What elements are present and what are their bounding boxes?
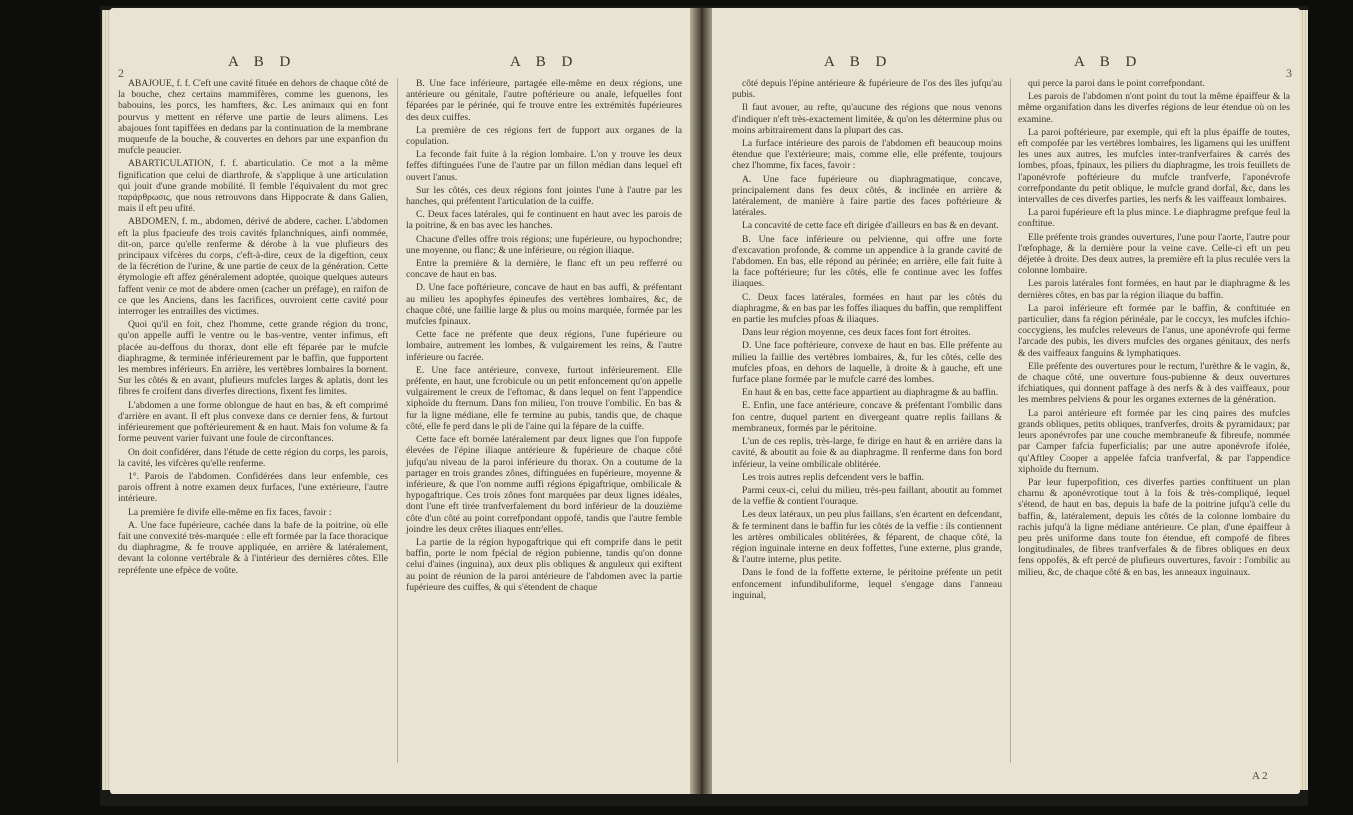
column-rule xyxy=(397,78,398,763)
paragraph: La feconde fait fuite à la région lombaire. L'on y trouve les deux feffes diftinguées l'une de l'autre par un fillon médian dans lequel eft ouvert l'anus. xyxy=(406,149,682,183)
column-left-1 xyxy=(118,78,388,578)
paragraph: Chacune d'elles offre trois régions; une fupérieure, ou hypochondre; une moyenne, ou flanc; & une inférieure, ou région iliaque. xyxy=(406,233,682,256)
paragraph: Dans leur région moyenne, ces deux faces font fort étroites. xyxy=(742,327,971,339)
paragraph: La paroi poftérieure, par exemple, qui eft la plus épaiffe de toutes, eft compofée par les vertèbres lombaires, les ligamens qui les uniffent les unes aux autres, les mufcles inter-tranfverfaires & carrés des lombes, pfoas, fpinaux, les piliers du diaphragme, les trois feuillets de l'aponévrofe poftérieure du mufcle tranfverfe, l'aponévrofe correfpondante du petit oblique, le mufcle grand dorfal, &c, dans les intervalles de ces diverfes parties, les nerfs & les vaiffeaux lombaires. xyxy=(1018,126,1290,206)
paragraph: La furface intérieure des parois de l'abdomen eft beaucoup moins étendue que l'extérieure; mais, comme elle, elle préfente, toujours chez l'homme, fix faces, favoir : xyxy=(732,138,1002,172)
paragraph: Quoi qu'il en foit, chez l'homme, cette grande région du tronc, qu'on appelle auffi le ventre ou le bas-ventre, venter infimus, eft placée au-deffous du thorax, dont elle eft féparée par le mufcle diaphragme, & terminée inférieurement par le baffin, que fupportent les membres inférieurs. En arrière, les vertèbres lombaires la bornent. Sur les côtés & en avant, plufieurs mufcles larges & aplatis, dont les fibres fe croifent dans diverfes directions, fixent fes limites. xyxy=(118,319,388,398)
paragraph: A. Une face fupérieure ou diaphragmatique, concave, principalement dans fes deux côtés, & inclinée en arrière & latéralement, de manière à faire partie des faces poftérieure & latérales. xyxy=(732,173,1002,219)
paragraph: Les parois de l'abdomen n'ont point du tout la même épaiffeur & la même organifation dans les diverfes régions de leur étendue où on les examine. xyxy=(1018,91,1290,125)
paragraph: C. Deux faces latérales, qui fe continuent en haut avec les parois de la poitrine, & en bas avec les hanches. xyxy=(406,209,682,232)
paragraph: L'un de ces replis, très-large, fe dirige en haut & en arrière dans la cavité, & aboutit au foie & au diaphragme. Il renferme dans fon bord inférieur, la veine ombilicale oblitérée. xyxy=(732,436,1002,470)
paragraph: Sur les côtés, ces deux régions font jointes l'une à l'autre par les hanches, qui préfentent l'articulation de la cuiffe. xyxy=(406,184,682,208)
column-rule xyxy=(1010,78,1011,763)
paragraph: Elle préfente des ouvertures pour le rectum, l'urèthre & le vagin, &, de chaque côté, une ouverture fous-pubienne & deux ouvertures ifchiatiques, qui donnent paffage à des nerfs & à des vaiffeaux, pour les membres pelviens & pour les organes externes de la génération. xyxy=(1018,360,1290,406)
signature-mark: A 2 xyxy=(1252,770,1268,782)
paragraph: C. Deux faces latérales, formées en haut par les côtés du diaphragme, & en bas par les foffes iliaques du baffin, que rempliffent en partie les mufcles pfoas & iliaques. xyxy=(732,291,1002,326)
column-right-1 xyxy=(732,78,1002,603)
paragraph: La première fe divife elle-même en fix faces, favoir : xyxy=(128,506,332,518)
running-head-right: A B D xyxy=(510,54,579,70)
paragraph: La partie de la région hypogaftrique qui eft comprife dans le petit baffin, porte le nom fpécial de région pubienne, tandis qu'on donne celui d'aines (inguina), aux deux plis obliques & anguleux qui exiftent au point de réunion de la paroi antérieure de l'abdomen avec la partie fupérieure des cuiffes, & qui s'étendent de chaque xyxy=(406,536,682,593)
paragraph: Il faut avouer, au refte, qu'aucune des régions que nous venons d'indiquer n'eft très-exactement limitée, & qu'on les détermine plus ou moins arbitrairement dans la plupart des cas. xyxy=(732,102,1002,136)
running-head-left: A B D xyxy=(228,54,297,70)
left-page xyxy=(110,8,692,794)
paragraph: La paroi antérieure eft formée par les cinq paires des mufcles grands obliques, petits obliques, tranfverfes, droits & pyramidaux; par leurs aponévrofes par une couche membraneufe & fibreufe, nommée par Camper fafcia fuperficialis; par une autre aponévrofe ifolée, qu'Aftley Cooper a appelée fafcia tranfverfal, & par l'appendice xiphoïde du fternum. xyxy=(1018,407,1290,475)
running-head-right: A B D xyxy=(1074,54,1143,70)
paragraph: D. Une face poftérieure, convexe de haut en bas. Elle préfente au milieu la faillie des vertèbres lombaires, &, fur les côtés, celle des mufcles pfoas, en dehors de laquelle, à droite & à gauche, eft une furface plane formée par le mufcle carré des lombes. xyxy=(732,340,1002,386)
paragraph: ABDOMEN, f. m., abdomen, dérivé de abdere, cacher. L'abdomen eft la plus fpacieufe des trois cavités fplanchniques, ainfi nommée, dit-on, parce qu'elle renferme & dérobe à la vue plufieurs des principaux vifcères du corps, c'eft-à-dire, ceux de la digeftion, ceux de la fécrétion de l'urine, & une partie de ceux de la génération. Cette étymologie eft affez généralement adoptée, quoique quelques auteurs faffent venir ce mot de abdere omen (cacher un préfage), en raifon de ce que les Anciens, dans les facrifices, ouvroient cette cavité pour interroger les entrailles des victimes. xyxy=(118,216,388,318)
paragraph: 1°. Parois de l'abdomen. Confidérées dans leur enfemble, ces parois offrent à notre examen deux furfaces, l'une extérieure, l'autre intérieure. xyxy=(118,470,388,505)
page-number: 2 xyxy=(118,66,124,80)
paragraph: ABAJOUE, f. f. C'eft une cavité fituée en dehors de chaque côté de la bouche, chez certains mammifères, comme les guenons, les babouins, les porcs, les hamfters, &c. Les animaux qui en font pourvus y mettent en réferve une partie de leurs alimens. Les abajoues font tapiffées en dedans par la continuation de la membrane muqueufe de la bouche, & couvertes en dehors par une expanfion du mufcle peaucier. xyxy=(118,78,388,157)
paragraph: On doit confidérer, dans l'étude de cette région du corps, les parois, la cavité, les vifcères qu'elle renferme. xyxy=(118,446,388,469)
paragraph: L'abdomen a une forme oblongue de haut en bas, & eft comprimé d'arrière en avant. Il eft plus convexe dans ce dernier fens, & furtout inférieurement que poftérieurement & en haut. Mais fon volume & fa forme peuvent varier fuivant une foule de circonftances. xyxy=(118,399,388,445)
paragraph: Les trois autres replis defcendent vers le baffin. xyxy=(742,471,925,483)
book-gutter xyxy=(690,8,714,794)
paragraph: Cette face eft bornée latéralement par deux lignes que l'on fuppofe élevées de l'épine iliaque antérieure & fupérieure de chaque côté jufqu'au niveau de la paroi inférieure du thorax. On a coutume de la partager en trois grandes zônes, diftinguées en fupérieure, moyenne & inférieure, & que l'on nomme auffi régions épigaftrique, ombilicale & hypogaftrique. Ces trois zônes font marquées par deux lignes idéales, dont l'une eft tirée tranfverfalement du bord inférieur de la douzième côte d'un côté au point correfpondant oppofé, tandis que l'autre femble joindre les deux crêtes iliaques entr'elles. xyxy=(406,434,682,535)
paragraph: La concavité de cette face eft dirigée d'ailleurs en bas & en devant. xyxy=(742,220,999,232)
paragraph: côté depuis l'épine antérieure & fupérieure de l'os des îles jufqu'au pubis. xyxy=(732,78,1002,101)
column-left-2 xyxy=(406,78,682,595)
paragraph: Dans le fond de la foffette externe, le péritoine préfente un petit enfoncement infundibuliforme, lequel s'engage dans l'anneau inguinal, xyxy=(732,567,1002,601)
running-head-left: A B D xyxy=(824,54,893,70)
paragraph: Elle préfente trois grandes ouvertures, l'une pour l'aorte, l'autre pour l'œfophage, & la dernière pour la veine cave. Celle-ci eft un peu déjetée à droite. Des deux autres, la première eft la plus reculée vers la colonne lombaire. xyxy=(1018,231,1290,277)
page-number: 3 xyxy=(1286,66,1292,80)
paragraph: ABARTICULATION, f. f. abarticulatio. Ce mot a la même fignification que celui de diarthrofe, & s'applique à une articulation qui jouit d'une grande mobilité. Il femble l'équivalent du mot grec παράρθρωσις, que nous retrouvons dans Hippocrate & dans Galien, mais il eft peu ufité. xyxy=(118,158,388,215)
paragraph: Les deux latéraux, un peu plus faillans, s'en écartent en defcendant, & fe terminent dans le baffin fur les côtés de la veffie : ils contiennent les artères ombilicales oblitérées, & féparent, de chaque côté, la région inguinale interne en deux foffettes, l'une externe, plus grande, & l'autre interne, plus petite. xyxy=(732,509,1002,566)
paragraph: La paroi fupérieure eft la plus mince. Le diaphragme prefque feul la conftitue. xyxy=(1018,207,1290,230)
paragraph: La paroi inférieure eft formée par le baffin, & conftituée en particulier, dans fa région périnéale, par le coccyx, les mufcles ifchio-coccygiens, les mufcles releveurs de l'anus, une aponévrofe qui ferme l'arcade des pubis, les divers mufcles des organes génitaux, des nerfs & des vaiffeaux fanguins & lymphatiques. xyxy=(1018,302,1290,359)
right-page xyxy=(712,8,1300,794)
paragraph: E. Une face antérieure, convexe, furtout inférieurement. Elle préfente, en haut, une fcrobicule ou un petit enfoncement qu'on appelle vulgairement le creux de l'eftomac, & dans lequel on fent l'appendice xiphoïde du fternum. Dans fon milieu, l'on trouve l'ombilic. En bas & fur la ligne médiane, elle fe termine au pubis, tandis que, de chaque côté, elle fe perd dans le pli de l'aine qui la fépare de la cuiffe. xyxy=(406,364,682,432)
paragraph: A. Une face fupérieure, cachée dans la bafe de la poitrine, où elle fait une convexité très-marquée : elle eft formée par la face thoracique du diaphragme, & fe trouve appliquée, en arrière & latéralement, devant la colonne vertébrale & à l'intérieur des dernières côtes. Elle repréfente une efpèce de voûte. xyxy=(118,519,388,576)
paragraph: Parmi ceux-ci, celui du milieu, très-peu faillant, aboutit au fommet de la veffie & contient l'ouraque. xyxy=(732,484,1002,508)
paragraph: La première de ces régions fert de fupport aux organes de la copulation. xyxy=(406,124,682,148)
paragraph: B. Une face inférieure ou pelvienne, qui offre une forte d'excavation profonde, & comme un appendice à la grande cavité de l'abdomen. En bas, elle répond au périnée; en arrière, elle fait fuite à la face poftérieure; fur les côtés, elle fe continue avec les foffes iliaques. xyxy=(732,233,1002,290)
paragraph: qui perce la paroi dans le point correfpondant. xyxy=(1028,78,1205,89)
paragraph: B. Une face inférieure, partagée elle-même en deux régions, une antérieure ou génitale, l'autre poftérieure ou anale, lefquelles font féparées par le périnée, qui fe trouve entre les extrémités fupérieures des deux cuiffes. xyxy=(406,78,682,123)
paragraph: Par leur fuperpofition, ces diverfes parties conftituent un plan charnu & aponévrotique tout à la fois & très-compliqué, lequel s'étend, de haut en bas, depuis la bafe de la poitrine jufqu'à celle du baffin, &, latéralement, depuis les côtés de la colonne lombaire du rachis jufqu'à la ligne médiane antérieure. Ce plan, d'une épaiffeur à peu près uniforme dans toute fon étendue, eft compofé de fibres longitudinales, de fibres tranfverfales & de fibres obliques en deux fens oppofés, & eft percé de plufieurs ouvertures, favoir : l'ombilic au milieu, &c, de chaque côté & en bas, les anneaux inguinaux. xyxy=(1018,476,1290,578)
paragraph: Les parois latérales font formées, en haut par le diaphragme & les dernières côtes, en bas par la région iliaque du baffin. xyxy=(1018,278,1290,301)
column-right-2 xyxy=(1018,78,1290,580)
paragraph: D. Une face poftérieure, concave de haut en bas auffi, & préfentant au milieu les apophyfes épineufes des vertèbres lombaires, &c, de chaque côté, une faillie large & plus ou moins marquée, formée par les mufcles fpinaux. xyxy=(406,282,682,328)
paragraph: E. Enfin, une face antérieure, concave & préfentant l'ombilic dans fon centre, duquel partent en divergeant quatre replis faillans & membraneux, formés par le péritoine. xyxy=(732,400,1002,434)
paragraph: Entre la première & la dernière, le flanc eft un peu refferré ou concave de haut en bas. xyxy=(406,258,682,281)
paragraph: Cette face ne préfente que deux régions, l'une fupérieure ou lombaire, autrement les lombes, & vulgairement les reins, & l'autre inférieure ou facrée. xyxy=(406,329,682,363)
paragraph: En haut & en bas, cette face appartient au diaphragme & au baffin. xyxy=(742,387,999,399)
